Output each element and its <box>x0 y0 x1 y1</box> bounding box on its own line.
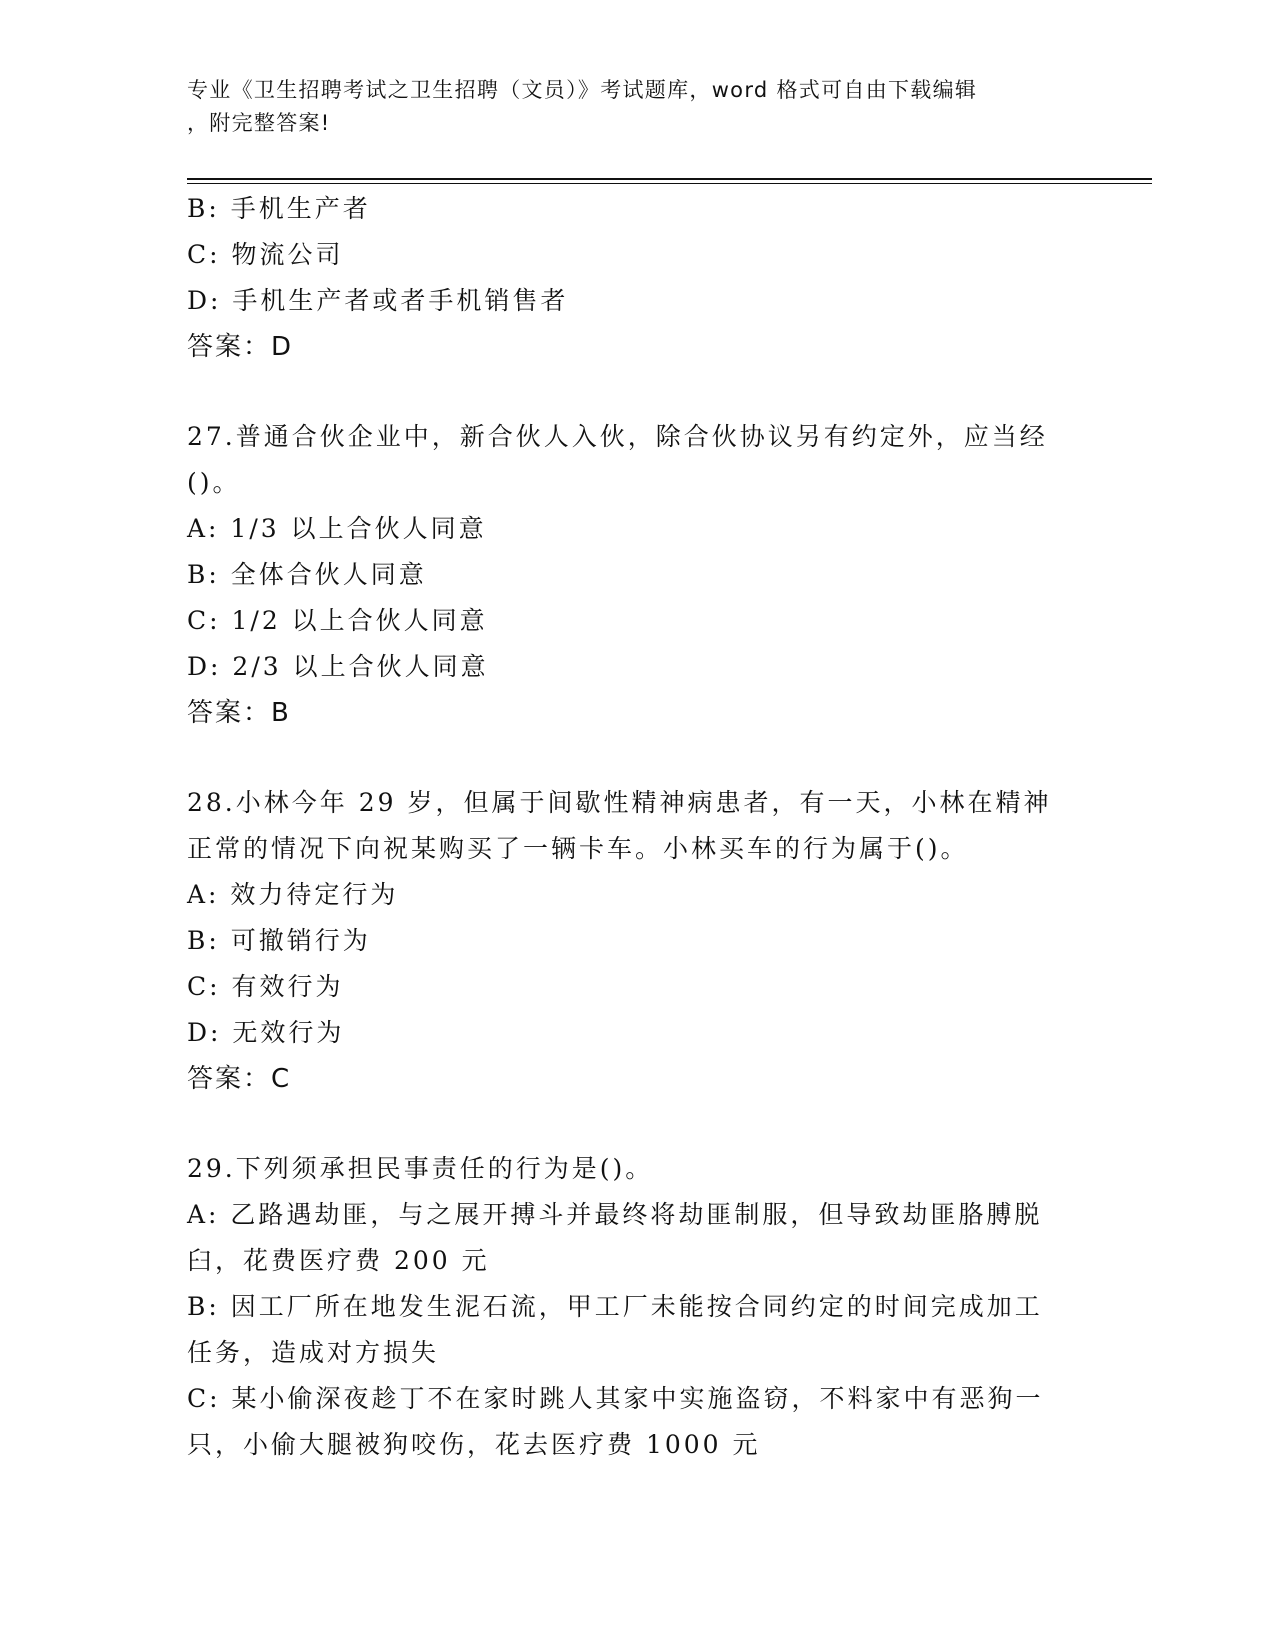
option-b: B: 因工厂所在地发生泥石流，甲工厂未能按合同约定的时间完成加工 <box>187 1292 1043 1321</box>
option-a: A: 乙路遇劫匪，与之展开搏斗并最终将劫匪制服，但导致劫匪胳膊脱 <box>187 1200 1043 1229</box>
option-c: C: 1/2 以上合伙人同意 <box>187 606 488 635</box>
option-c: C: 某小偷深夜趁丁不在家时跳人其家中实施盗窃，不料家中有恶狗一 <box>187 1384 1044 1413</box>
option-d: D: 无效行为 <box>187 1018 345 1047</box>
question-26 <box>187 186 1077 370</box>
option-b-continued: 任务，造成对方损失 <box>187 1338 440 1367</box>
spacer <box>187 370 1077 414</box>
option-b: B: 手机生产者 <box>187 194 371 223</box>
question-stem: 28.小林今年 29 岁，但属于间歇性精神病患者，有一天，小林在精神 <box>187 788 1052 817</box>
header-divider-thin <box>187 183 1152 184</box>
option-d: D: 2/3 以上合伙人同意 <box>187 652 489 681</box>
answer-line: 答案：C <box>187 1064 292 1094</box>
answer-line: 答案：B <box>187 698 291 728</box>
spacer <box>187 736 1077 780</box>
option-b: B: 全体合伙人同意 <box>187 560 427 589</box>
header-line-1: 专业《卫生招聘考试之卫生招聘（文员）》考试题库，word 格式可自由下载编辑 <box>187 78 978 102</box>
question-stem-continued: ()。 <box>187 468 241 497</box>
question-27 <box>187 414 1077 736</box>
option-c: C: 有效行为 <box>187 972 344 1001</box>
question-29 <box>187 1146 1077 1468</box>
option-d: D: 手机生产者或者手机销售者 <box>187 286 569 315</box>
question-stem: 29.下列须承担民事责任的行为是()。 <box>187 1154 654 1183</box>
question-list <box>187 186 1077 1468</box>
option-c-continued: 只，小偷大腿被狗咬伤，花去医疗费 1000 元 <box>187 1430 761 1459</box>
option-c: C: 物流公司 <box>187 240 344 269</box>
question-stem-continued: 正常的情况下向祝某购买了一辆卡车。小林买车的行为属于()。 <box>187 834 969 863</box>
option-a: A: 效力待定行为 <box>187 880 399 909</box>
question-stem: 27.普通合伙企业中，新合伙人入伙，除合伙协议另有约定外，应当经 <box>187 422 1048 451</box>
answer-line: 答案：D <box>187 332 294 362</box>
option-b: B: 可撤销行为 <box>187 926 371 955</box>
option-a: A: 1/3 以上合伙人同意 <box>187 514 487 543</box>
document-header <box>187 74 1077 140</box>
header-line-2: ，附完整答案! <box>187 111 331 135</box>
question-28 <box>187 780 1077 1102</box>
spacer <box>187 1102 1077 1146</box>
header-divider-thick <box>187 178 1152 180</box>
option-a-continued: 臼，花费医疗费 200 元 <box>187 1246 490 1275</box>
